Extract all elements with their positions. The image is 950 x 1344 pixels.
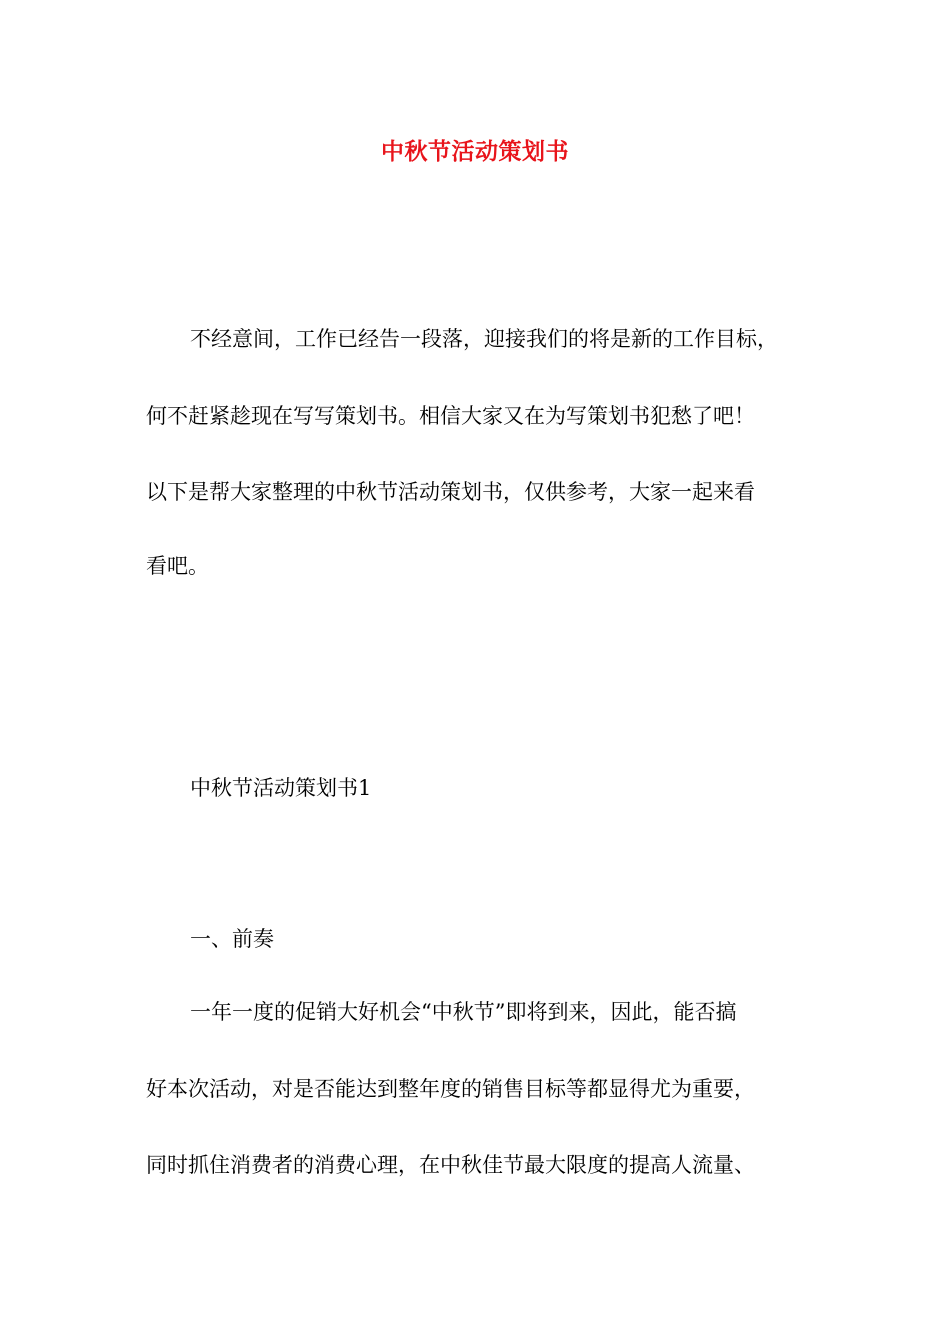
intro-line-4: 看吧。 xyxy=(146,554,209,578)
document-title: 中秋节活动策划书 xyxy=(381,138,569,165)
body-line-2: 好本次活动，对是否能达到整年度的销售目标等都显得尤为重要， xyxy=(146,1077,755,1101)
intro-line-1: 不经意间，工作已经告一段落，迎接我们的将是新的工作目标， xyxy=(190,327,778,351)
body-line-1: 一年一度的促销大好机会“中秋节”即将到来，因此，能否搞 xyxy=(190,1000,737,1024)
intro-line-2: 何不赶紧趁现在写写策划书。相信大家又在为写策划书犯愁了吧！ xyxy=(146,404,755,428)
intro-line-3: 以下是帮大家整理的中秋节活动策划书，仅供参考，大家一起来看 xyxy=(146,480,755,504)
section-heading: 中秋节活动策划书1 xyxy=(190,776,372,800)
body-line-3: 同时抓住消费者的消费心理，在中秋佳节最大限度的提高人流量、 xyxy=(146,1153,755,1177)
subheading-prelude: 一、前奏 xyxy=(190,927,274,951)
